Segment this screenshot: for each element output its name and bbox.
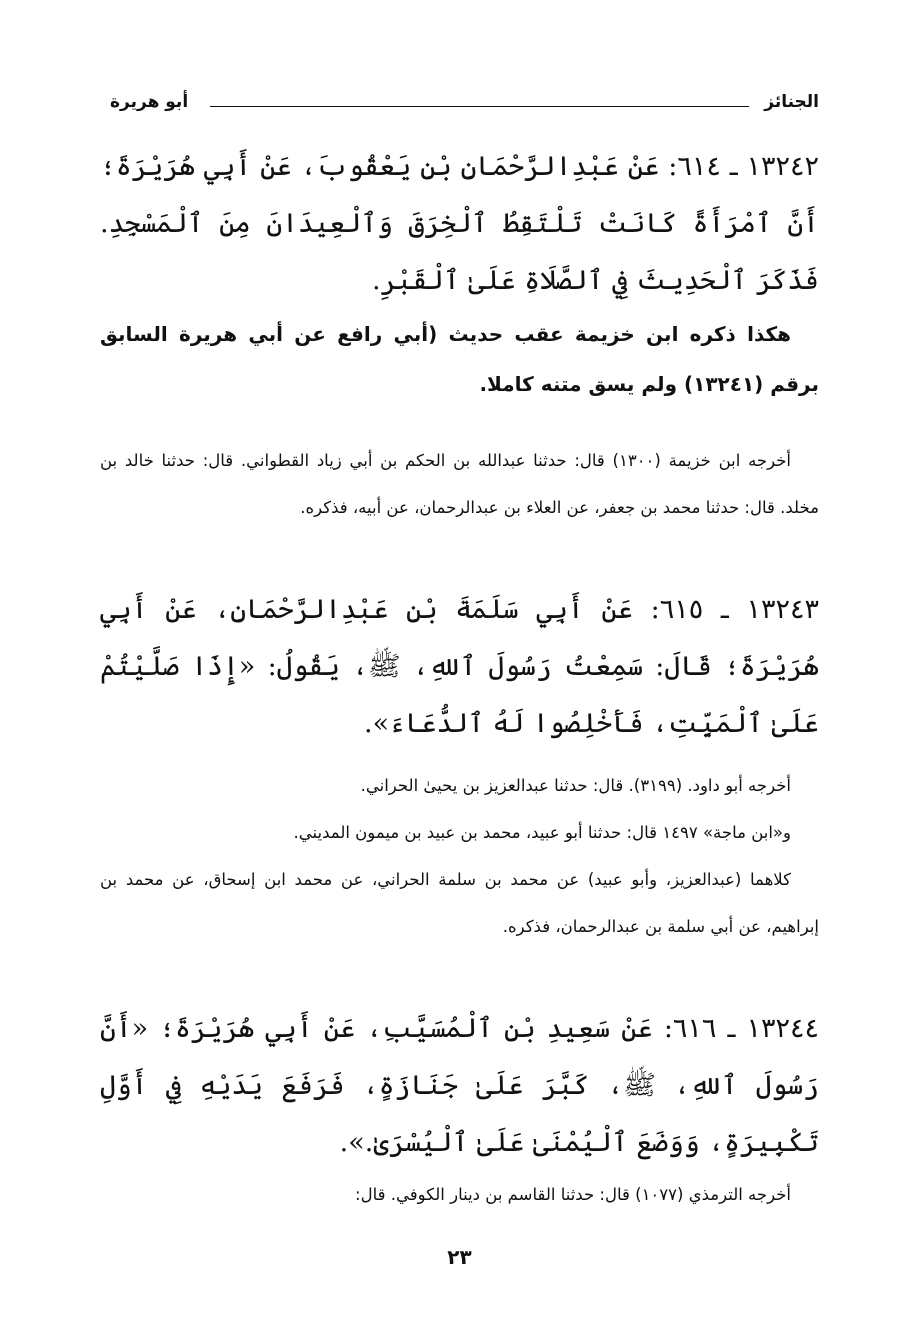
narrator-title: أبو هريرة	[110, 92, 189, 112]
source-note: أخرجه الترمذي (١٠٧٧) قال: حدثنا القاسم بن دينار الكوفي. قال:	[355, 1185, 791, 1204]
source-note: أخرجه ابن خزيمة (١٣٠٠) قال: حدثنا عبدالله بن الحكم بن أبي زياد القطواني. قال: حدثنا خالد بن مخلد. قال: حدثنا محمد بن جعفر، عن العلاء بن عبدالرحمان، عن أبيه، فذكره.	[100, 451, 819, 517]
source-line: و«ابن ماجة» ١٤٩٧ قال: حدثنا أبو عبيد، محمد بن عبيد بن ميمون المديني.	[293, 823, 791, 842]
page-content	[100, 138, 819, 1218]
editor-note: هكذا ذكره ابن خزيمة عقب حديث (أبي رافع عن أبي هريرة السابق برقم (١٣٢٤١) ولم يسق متنه كاملا.	[100, 322, 819, 396]
hadith-body: عَنْ سَعِيدِ بْنِ ٱلْمُسَيَّبِ، عَنْ أَبِي هُرَيْرَةَ؛ «أَنَّ رَسُولَ ٱللهِ، ﷺ، كَبَّرَ عَلَىٰ جَنَازَةٍ، فَرَفَعَ يَدَيْهِ فِي أَوَّلِ تَكْبِيرَةٍ، وَوَضَعَ ٱلْيُمْنَىٰ عَلَىٰ ٱلْيُسْرَىٰ.».	[100, 1013, 819, 1158]
hadith-text	[100, 581, 819, 752]
header-rule	[210, 106, 749, 107]
hadith-number: ١٣٢٤٤ ـ ٦١٦:	[663, 1013, 819, 1044]
source-line: أخرجه أبو داود. (٣١٩٩). قال: حدثنا عبدالعزيز بن يحيىٰ الحراني.	[360, 776, 791, 795]
hadith-text	[100, 138, 819, 309]
chapter-title: الجنائز	[764, 92, 819, 112]
source-line: كلاهما (عبدالعزيز، وأبو عبيد) عن محمد بن سلمة الحراني، عن محمد ابن إسحاق، عن محمد بن إبراهيم، عن أبي سلمة بن عبدالرحمان، فذكره.	[100, 870, 819, 936]
running-header	[110, 92, 819, 122]
hadith-number: ١٣٢٤٣ ـ ٦١٥:	[650, 594, 819, 625]
hadith-body: عَنْ أَبِي سَلَمَةَ بْنِ عَبْدِالرَّحْمَانِ، عَنْ أَبِي هُرَيْرَةَ؛ قَالَ: سَمِعْتُ رَسُولَ ٱللهِ، ﷺ، يَقُولُ: «إِذَا صَلَّيْتُمْ عَلَىٰ ٱلْمَيِّتِ، فَأَخْلِصُوا لَهُ ٱلدُّعَاءَ».	[100, 594, 819, 739]
hadith-number: ١٣٢٤٢ ـ ٦١٤:	[668, 151, 819, 182]
hadith-body: عَنْ عَبْدِالرَّحْمَانِ بْنِ يَعْقُوبَ، عَنْ أَبِي هُرَيْرَةَ؛ أَنَّ ٱمْرَأَةً كَانَتْ تَلْتَقِطُ ٱلْخِرَقَ وَٱلْعِيدَانَ مِنَ ٱلْمَسْجِدِ. فَذَكَرَ ٱلْحَدِيثَ فِي ٱلصَّلَاةِ عَلَىٰ ٱلْقَبْرِ.	[100, 151, 819, 296]
hadith-text	[100, 1000, 819, 1171]
page-number: ٢٣	[447, 1245, 472, 1269]
